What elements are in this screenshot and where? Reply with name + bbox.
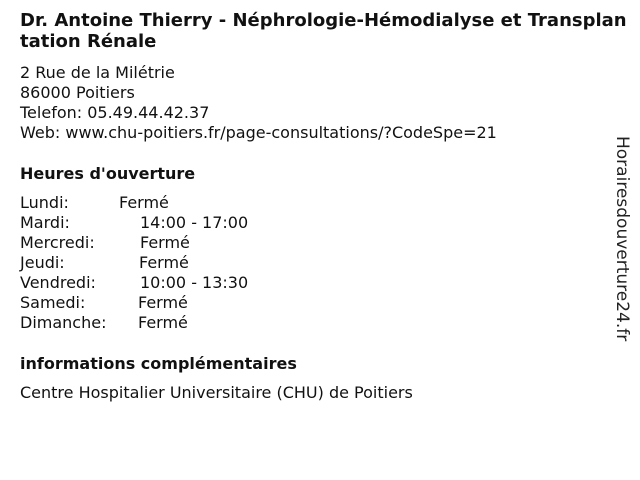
address-city: 86000 Poitiers	[20, 83, 135, 102]
additional-info-text: Centre Hospitalier Universitaire (CHU) de Poitiers	[20, 383, 413, 402]
opening-hours-heading: Heures d'ouverture	[20, 164, 196, 183]
hours-row-sunday	[20, 313, 248, 333]
hours-row-monday	[20, 193, 248, 213]
hours-value: 10:00 - 13:30	[140, 273, 249, 292]
hours-value: 14:00 - 17:00	[140, 213, 249, 232]
day-label: Mercredi:	[20, 233, 95, 252]
page-title: Dr. Antoine Thierry - Néphrologie-Hémodialyse et Transplantation Rénale	[20, 10, 627, 52]
hours-row-thursday	[20, 253, 248, 273]
hours-row-friday	[20, 273, 248, 293]
hours-value: Fermé	[138, 293, 188, 312]
hours-value: Fermé	[140, 233, 190, 252]
hours-row-saturday	[20, 293, 248, 313]
site-watermark: Horairesdouverture24.fr	[612, 136, 632, 342]
additional-info-heading: informations complémentaires	[20, 354, 297, 373]
hours-row-wednesday	[20, 233, 248, 253]
day-label: Lundi:	[20, 193, 69, 212]
day-label: Vendredi:	[20, 273, 96, 292]
hours-value: Fermé	[139, 253, 189, 272]
address-street: 2 Rue de la Milétrie	[20, 63, 175, 82]
opening-hours-list	[20, 193, 248, 333]
website-link[interactable]: Web: www.chu-poitiers.fr/page-consultations/?CodeSpe=21	[20, 123, 497, 142]
day-label: Samedi:	[20, 293, 86, 312]
phone-number: Telefon: 05.49.44.42.37	[20, 103, 210, 122]
hours-value: Fermé	[119, 193, 169, 212]
hours-row-tuesday	[20, 213, 248, 233]
day-label: Jeudi:	[20, 253, 65, 272]
hours-value: Fermé	[138, 313, 188, 332]
address-block	[20, 63, 497, 143]
day-label: Dimanche:	[20, 313, 107, 332]
day-label: Mardi:	[20, 213, 70, 232]
